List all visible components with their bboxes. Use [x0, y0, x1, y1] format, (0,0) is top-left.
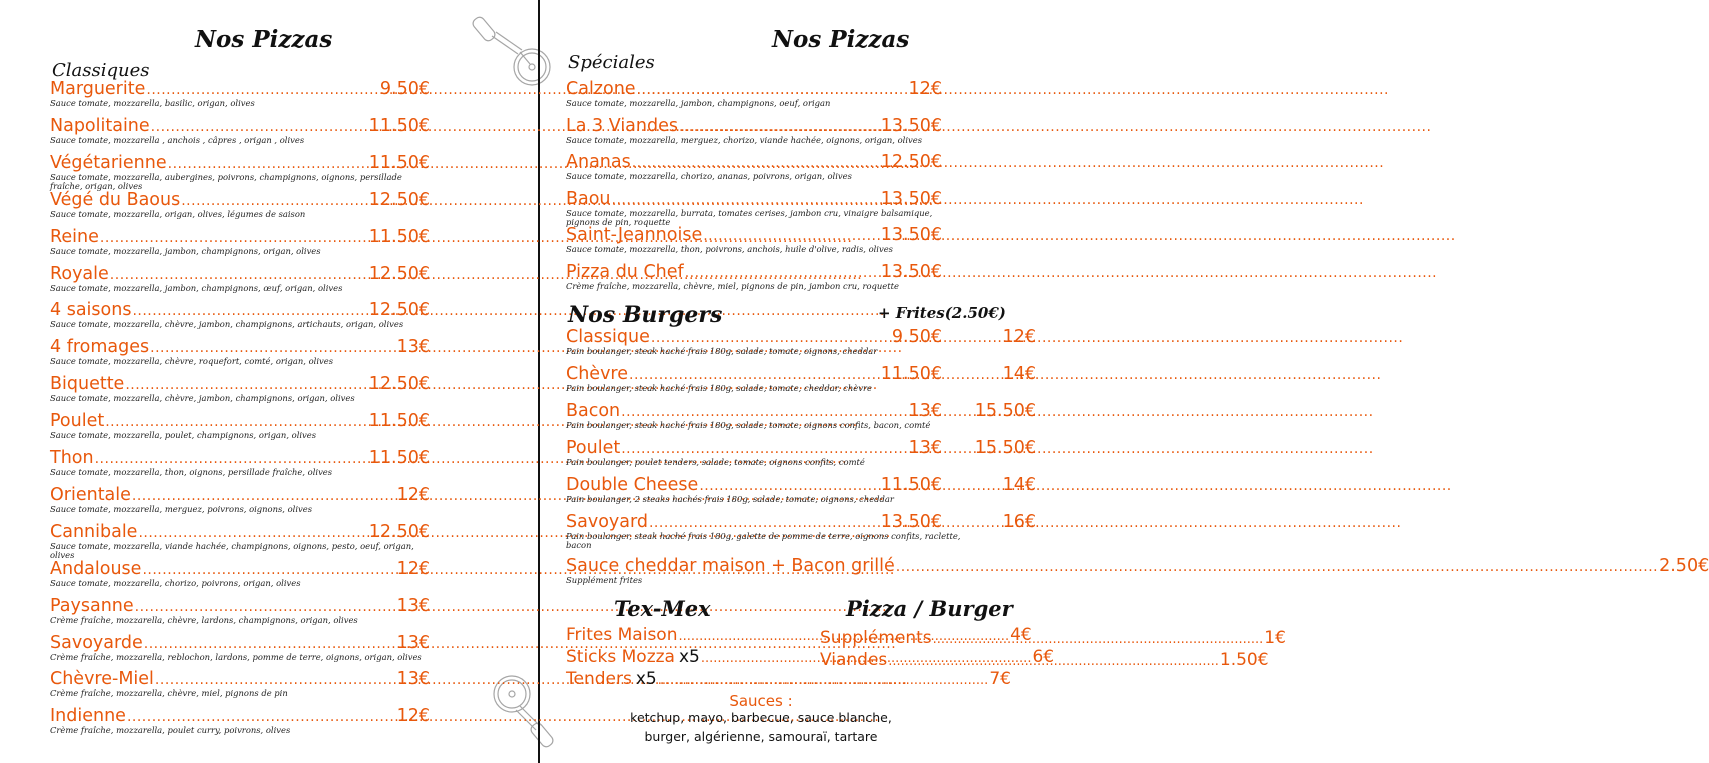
menu-item-price: 13€	[396, 632, 430, 653]
menu-item-name: Chèvre-Miel	[50, 669, 154, 690]
burger-item-line	[566, 439, 942, 459]
leader-dots	[684, 264, 881, 283]
menu-item-description: Sauce tomate, mozzarella, aubergines, poivrons, champignons, oignons, persillade fraîche, origan, olives	[50, 171, 402, 191]
menu-item-description: Crème fraîche, mozzarella, chèvre, lardons, champignons, origan, olives	[50, 614, 358, 625]
burger-item-line	[566, 402, 942, 422]
menu-item	[50, 670, 430, 698]
burgers-title: Nos Burgers	[568, 302, 723, 328]
menu-item-price: 11.50€	[368, 152, 430, 173]
menu-item	[566, 80, 942, 108]
menu-item-name: Baou	[566, 188, 611, 209]
menu-item-description: Sauce tomate, mozzarella, thon, oignons, persillade fraîche, olives	[50, 467, 333, 477]
menu-item-price: 13€	[396, 669, 430, 690]
menu-item-description: Sauce tomate, mozzarella, basilic, origan, olives	[50, 98, 255, 108]
left-page-title: Nos Pizzas	[195, 26, 333, 53]
section-title-classiques: Classiques	[52, 60, 150, 81]
menu-item-description: Sauce tomate, mozzarella, chorizo, poivrons, origan, olives	[50, 577, 301, 588]
menu-item-description: Crème fraîche, mozzarella, reblochon, lardons, pomme de terre, oignons, origan, olives	[50, 651, 422, 662]
menu-item-price: 13€	[396, 595, 430, 616]
menu-item-description: Sauce tomate, mozzarella, viande hachée, champignons, oignons, pesto, oeuf, origan, olives	[50, 540, 414, 560]
texmex-item	[566, 669, 1011, 691]
menu-item-price: 12€	[396, 558, 430, 579]
burger-item-line	[566, 365, 942, 385]
menu-item	[50, 412, 430, 440]
burger-name: Bacon	[566, 401, 621, 421]
menu-item-description: Crème fraîche, mozzarella, poulet curry, poivrons, olives	[50, 725, 291, 736]
menu-item-description: Sauce tomate, mozzarella, burrata, tomates cerises, jambon cru, vinaigre balsamique, pignons de pin, roquette	[566, 207, 933, 227]
leader-dots	[611, 191, 881, 210]
burger-price: 13€	[908, 438, 942, 458]
menu-item	[566, 226, 942, 254]
sauces-line-1: ketchup, mayo, barbecue, sauce blanche,	[630, 710, 892, 725]
menu-item-line	[566, 263, 942, 283]
leader-dots	[932, 629, 1265, 650]
burger-item-line	[566, 328, 942, 348]
menu-item-name: Marguerite	[50, 79, 146, 99]
burger-name: Chèvre	[566, 364, 629, 384]
supplement-price: 1€	[1264, 628, 1286, 648]
leader-dots	[134, 598, 397, 617]
burger-description: Pain boulanger, steak haché frais 180g, salade, tomate, oignons confits, bacon, comté	[566, 420, 931, 430]
leader-dots	[657, 670, 990, 691]
menu-item-price: 12€	[908, 79, 942, 99]
menu-item	[50, 301, 430, 329]
texmex-item-qty: x5	[635, 669, 657, 689]
burger-item	[566, 402, 942, 430]
menu-item-name: Biquette	[50, 374, 125, 395]
menu-item-price: 12€	[396, 484, 430, 505]
leader-dots	[180, 192, 369, 211]
texmex-item-name: Frites Maison	[566, 625, 678, 645]
menu-item-price: 12.50€	[368, 263, 430, 284]
menu-item-name: Végé du Baous	[50, 189, 181, 210]
menu-item-line	[50, 191, 430, 211]
leader-dots	[109, 266, 369, 285]
supplement-item	[820, 650, 1269, 672]
extra-price: 2.50€	[1659, 556, 1709, 576]
menu-item-description: Sauce tomate, mozzarella, chèvre, roquefort, comté, origan, olives	[50, 356, 334, 367]
menu-item-line	[50, 449, 430, 469]
menu-item-line	[50, 375, 430, 395]
burger-item-line	[566, 513, 942, 533]
menu-item-description: Sauce tomate, mozzarella , anchois , câpres , origan , olives	[50, 134, 305, 145]
menu-item	[50, 449, 430, 477]
menu-item-line	[50, 634, 430, 654]
section-title-speciales: Spéciales	[568, 52, 655, 73]
menu-item-price: 12.50€	[368, 521, 430, 542]
menu-item-description: Crème fraîche, mozzarella, chèvre, miel, pignons de pin	[50, 688, 288, 699]
menu-item-line	[50, 117, 430, 137]
burger-price: 11.50€	[880, 364, 942, 384]
extra-desc: Supplément frites	[566, 575, 643, 585]
menu-item-description: Sauce tomate, mozzarella, merguez, poivrons, oignons, olives	[50, 503, 313, 514]
menu-item	[566, 190, 942, 227]
menu-item-name: Orientale	[50, 484, 131, 505]
burger-description: Pain boulanger, steak haché frais 180g, salade, tomate, oignons, cheddar	[566, 346, 878, 356]
menu-item-description: Sauce tomate, mozzarella, merguez, chorizo, viande hachée, oignons, origan, olives	[566, 134, 922, 145]
menu-item-price: 13.50€	[880, 115, 942, 136]
menu-item-name: Andalouse	[50, 558, 142, 579]
menu-item-name: Poulet	[50, 411, 105, 432]
menu-item-line	[50, 707, 430, 727]
burger-price-with-frites: 12€	[1002, 327, 1036, 347]
burger-price: 11.50€	[880, 475, 942, 495]
burger-price-with-frites: 15.50€	[974, 438, 1036, 458]
supplement-item	[820, 628, 1286, 650]
burger-item	[566, 365, 942, 393]
menu-item-name: Saint-Jeannoise	[566, 225, 703, 245]
menu-item-name: Indienne	[50, 706, 126, 727]
burger-name: Double Cheese	[566, 475, 699, 495]
menu-item-line	[566, 80, 942, 100]
leader-dots	[143, 635, 397, 654]
burger-price-with-frites: 14€	[1002, 475, 1036, 495]
menu-item-name: Napolitaine	[50, 115, 150, 136]
burger-price: 9.50€	[891, 327, 942, 347]
menu-item	[50, 154, 430, 191]
leader-dots	[141, 561, 396, 580]
menu-item-line	[566, 226, 942, 246]
menu-item-description: Sauce tomate, mozzarella, origan, olives, légumes de saison	[50, 208, 306, 219]
menu-item-price: 11.50€	[368, 448, 430, 468]
menu-item-price: 9.50€	[379, 79, 430, 99]
leader-dots	[678, 118, 881, 137]
menu-item-price: 13.50€	[880, 188, 942, 209]
sauces-title: Sauces :	[729, 692, 793, 710]
menu-item-name: Calzone	[566, 79, 636, 99]
menu-item-line	[50, 154, 430, 174]
menu-item-name: Pizza du Chef	[566, 261, 684, 282]
leader-dots	[99, 229, 369, 248]
menu-item-line	[50, 486, 430, 506]
burger-item	[566, 476, 942, 504]
texmex-item-price: 7€	[989, 669, 1011, 689]
burger-name: Poulet	[566, 438, 621, 458]
texmex-item-name: Sticks Mozza	[566, 647, 675, 667]
menu-item-line	[50, 338, 430, 358]
menu-item	[50, 80, 430, 108]
menu-item	[50, 117, 430, 145]
menu-item-description: Sauce tomate, mozzarella, chorizo, ananas, poivrons, origan, olives	[566, 171, 852, 181]
menu-item-line	[566, 190, 942, 210]
menu-item-name: 4 saisons	[50, 300, 132, 321]
burger-name: Classique	[566, 327, 650, 347]
menu-item-price: 12.50€	[368, 374, 430, 395]
menu-item-price: 11.50€	[368, 115, 430, 136]
extra-name: Sauce cheddar maison + Bacon grillé	[566, 556, 895, 576]
menu-item-description: Sauce tomate, mozzarella, poulet, champignons, origan, olives	[50, 430, 317, 441]
menu-item-name: Reine	[50, 226, 99, 247]
cheddar-bacon-extra: Sauce cheddar maison + Bacon grillé .. ..... 2.50€ Supplément frites	[566, 557, 1036, 585]
menu-item-line	[50, 523, 430, 543]
menu-item-line	[50, 301, 430, 321]
menu-item-price: 11.50€	[368, 411, 430, 432]
menu-item-line	[50, 597, 430, 617]
burger-description: Pain boulanger, steak haché frais 180g, galette de pomme de terre, oignons confits, raclette, bacon	[566, 531, 961, 550]
texmex-item-price: 6€	[1032, 647, 1055, 667]
burger-item	[566, 512, 961, 550]
pizza-cutter-icon	[470, 12, 565, 87]
menu-item	[50, 597, 430, 625]
menu-item-description: Sauce tomate, mozzarella, jambon, champignons, œuf, origan, olives	[50, 282, 343, 293]
menu-item-price: 12.50€	[368, 300, 430, 321]
menu-item	[50, 634, 430, 662]
frites-column-header: + Frites(2.50€)	[878, 304, 1006, 322]
pizza-burger-title: Pizza / Burger	[846, 596, 1013, 621]
menu-item	[50, 228, 430, 256]
burger-price-with-frites: 16€	[1002, 512, 1036, 532]
menu-item-name: Végétarienne	[50, 152, 167, 173]
menu-item-name: Thon	[50, 448, 94, 468]
menu-item-description: Sauce tomate, mozzarella, thon, poivrons, anchois, huile d'olive, radis, olives	[566, 244, 893, 254]
menu-item-price: 12€	[396, 706, 430, 727]
menu-item-price: 13€	[396, 337, 430, 358]
burger-item	[566, 439, 942, 467]
leader-dots	[887, 651, 1220, 672]
menu-item-description: Sauce tomate, mozzarella, chèvre, jambon, champignons, artichauts, origan, olives	[50, 319, 404, 330]
burger-name: Savoyard	[566, 512, 648, 532]
right-page-title: Nos Pizzas	[772, 26, 910, 53]
menu-item-name: Ananas	[566, 152, 631, 172]
burger-price: 13.50€	[880, 512, 942, 532]
texmex-item-name: Tenders	[566, 669, 632, 689]
menu-item-price: 11.50€	[368, 226, 430, 247]
burger-description: Pain boulanger, poulet tenders, salade, tomate, oignons confits, comté	[566, 457, 865, 467]
menu-item	[50, 191, 430, 219]
menu-item-name: Royale	[50, 263, 109, 284]
texmex-item-price: 4€	[1010, 625, 1032, 645]
menu-item-description: Sauce tomate, mozzarella, jambon, champignons, oeuf, origan	[566, 98, 831, 108]
menu-item-name: 4 fromages	[50, 337, 150, 358]
menu-item-line	[50, 80, 430, 100]
menu-item-price: 13.50€	[880, 225, 942, 245]
menu-item-line	[50, 228, 430, 248]
menu-item	[50, 560, 430, 588]
sauces-line-2: burger, algérienne, samouraï, tartare	[644, 729, 878, 744]
leader-dots	[167, 155, 369, 174]
burger-description: Pain boulanger, 2 steaks hachés frais 180g, salade, tomate, oignons, cheddar	[566, 494, 894, 504]
supplement-price: 1.50€	[1219, 650, 1269, 670]
burger-price-with-frites: 15.50€	[974, 401, 1036, 421]
burger-item-line	[566, 476, 942, 496]
menu-item	[566, 153, 942, 181]
leader-dots	[137, 524, 368, 543]
menu-item-line	[50, 670, 430, 690]
menu-item-description: Crème fraîche, mozzarella, chèvre, miel, pignons de pin, jambon cru, roquette	[566, 280, 899, 291]
menu-item	[50, 338, 430, 366]
menu-item-description: Sauce tomate, mozzarella, jambon, champignons, origan, olives	[50, 245, 321, 256]
burger-price: 13€	[908, 401, 942, 421]
menu-item-line	[50, 412, 430, 432]
menu-item-price: 12.50€	[368, 189, 430, 210]
menu-item-name: Paysanne	[50, 595, 134, 616]
menu-item	[50, 265, 430, 293]
menu-item-description: Sauce tomate, mozzarella, chèvre, jambon, champignons, origan, olives	[50, 393, 355, 404]
menu-item	[50, 486, 430, 514]
burger-price-with-frites: 14€	[1002, 364, 1036, 384]
menu-item	[50, 707, 430, 735]
menu-item-price: 12.50€	[880, 152, 942, 172]
texmex-item-qty: x5	[678, 647, 700, 667]
burger-item	[566, 328, 942, 356]
menu-item-name: La 3 Viandes	[566, 115, 678, 136]
menu-item-name: Savoyarde	[50, 632, 143, 653]
menu-item	[566, 117, 942, 145]
menu-item-line	[50, 560, 430, 580]
supplement-name: Suppléments	[820, 628, 932, 648]
texmex-title: Tex-Mex	[614, 596, 711, 621]
menu-item-line	[566, 117, 942, 137]
menu-item	[50, 523, 430, 560]
menu-item-line	[50, 265, 430, 285]
menu-item-name: Cannibale	[50, 521, 138, 542]
burger-description: Pain boulanger, steak haché frais 180g, salade, tomate, cheddar, chèvre	[566, 383, 872, 393]
menu-item	[566, 263, 942, 291]
menu-item	[50, 375, 430, 403]
menu-item-line	[566, 153, 942, 173]
menu-item-price: 13.50€	[880, 261, 942, 282]
supplement-name: Viandes	[820, 650, 888, 670]
